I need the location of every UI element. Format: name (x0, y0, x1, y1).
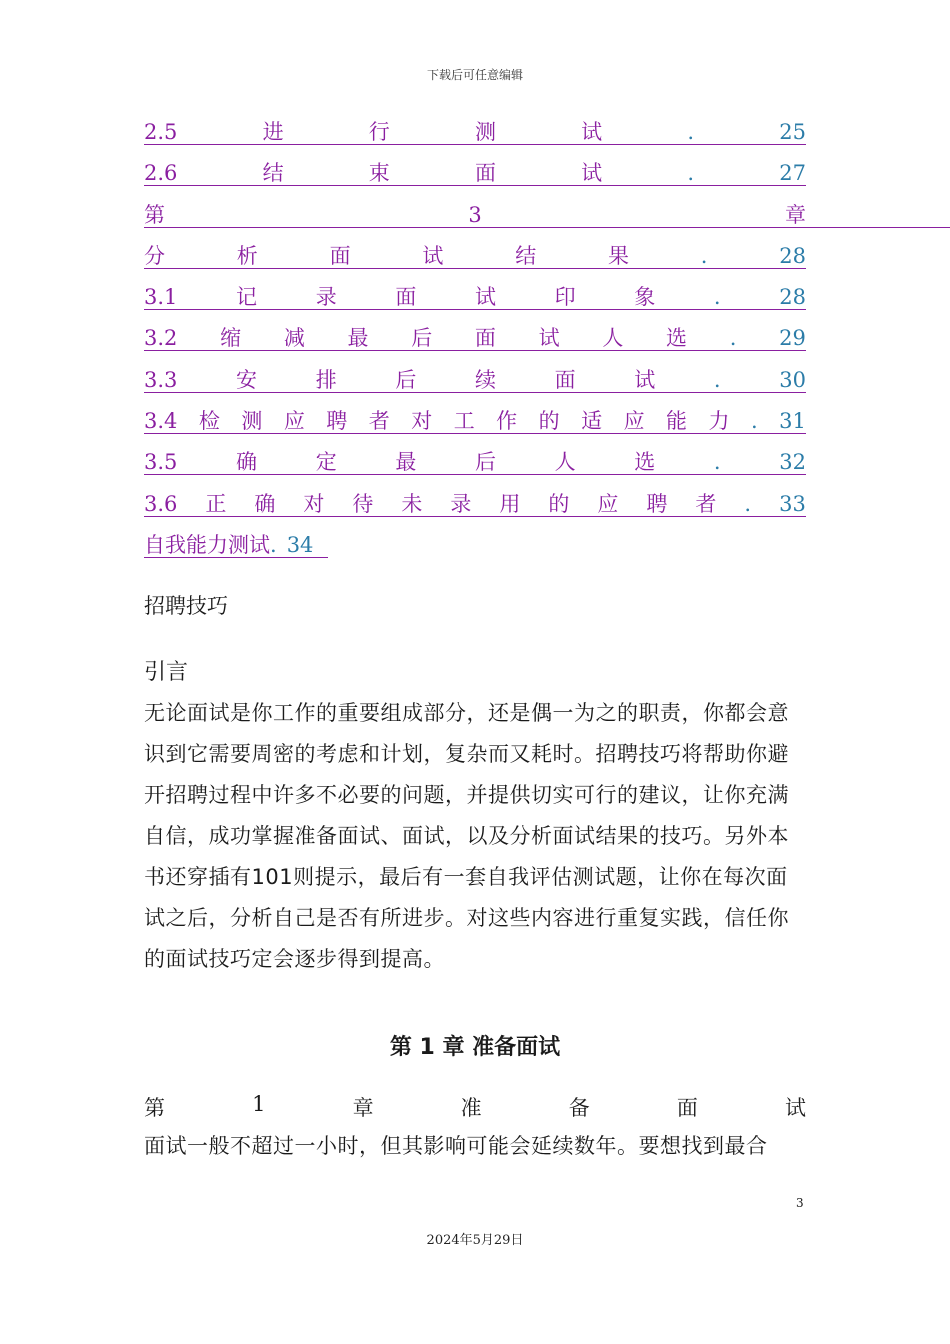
toc-entry-text: 印 (554, 285, 576, 310)
toc-entry[interactable] (144, 486, 806, 527)
spread-char: 章 (352, 1096, 374, 1120)
toc-entry-text: . (729, 326, 737, 351)
toc-entry[interactable] (144, 114, 806, 155)
toc-entry-text: 3.3 (144, 367, 178, 392)
toc-entry-text: 能 (666, 409, 688, 434)
toc-entry-text: 束 (368, 161, 390, 186)
toc-entry-text: 面 (329, 243, 351, 268)
toc-underline (144, 309, 806, 310)
toc-entry-text: . (687, 161, 695, 186)
toc-entry-text: 试 (538, 326, 560, 351)
toc-page-number: 29 (779, 326, 806, 351)
chapter-title: 第 1 章 准备面试 (389, 1035, 561, 1060)
toc-page-number: 32 (779, 450, 806, 475)
toc-entry-self-test[interactable] (144, 527, 806, 568)
toc-entry-text: 分 (144, 243, 165, 268)
spread-char: 第 (144, 1096, 165, 1120)
toc-entry-text: . (744, 491, 752, 516)
toc-entry[interactable] (144, 320, 806, 361)
toc-entry-text: 析 (236, 243, 258, 268)
toc-entry-text: 后 (411, 326, 433, 351)
page-number: 3 (796, 1196, 804, 1210)
intro-heading: 引言 (144, 660, 189, 685)
toc-entry-text: 结 (262, 161, 284, 186)
toc-entry-text: 3.6 (144, 491, 178, 516)
toc-entry-text: 人 (554, 450, 576, 475)
toc-entry-text: 行 (368, 120, 390, 144)
toc-entry[interactable] (144, 197, 806, 238)
toc-entry-text: 试 (581, 120, 603, 144)
page-footer-date: 2024年5月29日 (426, 1233, 524, 1248)
page-header: 下载后可任意编辑 (426, 68, 523, 82)
spread-char: 面 (676, 1096, 698, 1120)
toc-entry-text: . (700, 243, 708, 268)
toc-entry-text: . (713, 285, 721, 310)
toc-entry-text: 试 (422, 243, 444, 268)
toc-entry-text: 2.6 (144, 161, 178, 186)
toc-page-number: 31 (779, 409, 806, 434)
toc-page-number: 25 (779, 120, 806, 144)
toc-entry-text: 安 (236, 367, 258, 392)
toc-entry-text: 作 (496, 409, 518, 434)
toc-entry[interactable] (144, 444, 806, 485)
toc-entry-text: 试 (634, 367, 656, 392)
toc-entry-text: 续 (474, 367, 496, 392)
toc-entry-text: 应 (597, 491, 619, 516)
section-title: 招聘技巧 (144, 594, 228, 618)
table-of-contents (144, 114, 806, 568)
toc-entry-text: 定 (315, 450, 337, 475)
toc-page-number: 33 (779, 491, 806, 516)
body-paragraph: 面试一般不超过一小时，但其影响可能会延续数年。要想找到最合 (144, 1134, 768, 1158)
toc-page-number: 27 (779, 161, 806, 186)
toc-entry[interactable] (144, 362, 806, 403)
toc-underline (144, 474, 806, 475)
toc-entry-text: 面 (474, 326, 496, 351)
toc-entry-text: 聘 (646, 491, 668, 516)
toc-entry-text: 待 (352, 491, 374, 516)
toc-entry-text: 未 (401, 491, 423, 516)
toc-entry-text: 的 (548, 491, 570, 516)
spread-char: 试 (784, 1096, 806, 1120)
toc-entry-text: 减 (283, 326, 305, 351)
toc-entry-text: 适 (581, 409, 603, 434)
toc-entry-text: 最 (347, 326, 369, 351)
toc-entry-text: 者 (368, 409, 390, 434)
toc-entry-text: 面 (554, 367, 576, 392)
toc-entry-text: 自我能力测试 (144, 532, 270, 557)
toc-entry-text: . (713, 450, 721, 475)
toc-underline (144, 350, 806, 351)
toc-entry-text: 结 (515, 243, 537, 268)
toc-page-number: 章 (785, 202, 806, 227)
toc-underline (144, 268, 806, 269)
toc-entry-text: 工 (453, 409, 475, 434)
toc-entry-text: . (687, 120, 695, 144)
toc-entry-text: 选 (666, 326, 688, 351)
toc-entry-text: 人 (602, 326, 624, 351)
toc-entry-text: 确 (254, 491, 276, 516)
toc-entry-text: 的 (538, 409, 560, 434)
intro-paragraph: 无论面试是你工作的重要组成部分，还是偶一为之的职责，你都会意识到它需要周密的考虑和计划，复杂而又耗时。招聘技巧将帮助你避开招聘过程中许多不必要的问题，并提供切实可行的建议，让你充满自信，成功掌握准备面试、面试，以及分析面试结果的技巧。另外本书还穿插有101则提示，最后有一套自我评估测试题，让你在每次面试之后，分析自己是否有所进步。对这些内容进行重复实践，信任你的面试技巧定会逐步得到提高。 (144, 701, 789, 971)
toc-entry-text: 确 (236, 450, 258, 475)
toc-entry-text: 应 (623, 409, 645, 434)
toc-underline (144, 516, 806, 517)
spread-char: 备 (568, 1096, 590, 1120)
toc-entry-text: 象 (634, 285, 656, 310)
toc-entry-text: 者 (695, 491, 717, 516)
toc-page-number: 28 (779, 243, 806, 268)
toc-entry-text: 选 (634, 450, 656, 475)
toc-entry-text: 试 (474, 285, 496, 310)
toc-entry[interactable] (144, 238, 806, 279)
toc-entry-text: . (270, 532, 277, 557)
chapter-spread-line (144, 1092, 806, 1122)
toc-entry-text: 3.2 (144, 326, 178, 351)
toc-entry-text: 正 (205, 491, 227, 516)
toc-page-number: 28 (779, 285, 806, 310)
toc-entry-text: 2.5 (144, 120, 178, 144)
toc-page-number: 34 (286, 532, 314, 557)
toc-entry-text: 进 (262, 120, 284, 144)
toc-entry-text: 检 (198, 409, 220, 434)
toc-entry-text: 录 (450, 491, 472, 516)
toc-underline (144, 185, 806, 186)
toc-entry[interactable] (144, 155, 806, 196)
toc-entry-text: 面 (474, 161, 496, 186)
toc-entry-text: 用 (499, 491, 521, 516)
toc-underline (144, 392, 806, 393)
toc-entry-text: 记 (236, 285, 258, 310)
toc-entry-text: 3.1 (144, 285, 178, 310)
spread-char: 1 (252, 1092, 266, 1116)
toc-entry-text: 试 (581, 161, 603, 186)
toc-underline (144, 433, 806, 434)
toc-entry-text: 排 (315, 367, 337, 392)
toc-entry-text: 对 (411, 409, 433, 434)
toc-entry-text: 面 (395, 285, 417, 310)
toc-entry-text: . (750, 409, 758, 434)
toc-entry-text: 果 (607, 243, 629, 268)
toc-entry-text: 聘 (326, 409, 348, 434)
toc-entry[interactable] (144, 403, 806, 444)
toc-page-number: 30 (779, 367, 806, 392)
toc-entry-text: 应 (283, 409, 305, 434)
toc-entry-text: 对 (303, 491, 325, 516)
toc-underline (144, 557, 328, 558)
toc-entry[interactable] (144, 279, 806, 320)
spread-char: 准 (460, 1096, 482, 1120)
toc-entry-text: . (713, 367, 721, 392)
toc-entry-text: 第 (144, 202, 165, 227)
toc-entry-text: 力 (708, 409, 730, 434)
toc-entry-text: 3 (468, 202, 482, 227)
toc-entry-text: 3.4 (144, 409, 178, 434)
toc-entry-text: 缩 (220, 326, 242, 351)
toc-entry-text: 录 (315, 285, 337, 310)
toc-entry-text: 后 (474, 450, 496, 475)
toc-entry-text: 最 (395, 450, 417, 475)
toc-entry-text: 测 (474, 120, 496, 144)
toc-underline (144, 144, 806, 145)
toc-entry-text: 后 (395, 367, 417, 392)
toc-entry-text: 3.5 (144, 450, 178, 475)
toc-entry-text: 测 (241, 409, 263, 434)
toc-underline (144, 227, 950, 228)
